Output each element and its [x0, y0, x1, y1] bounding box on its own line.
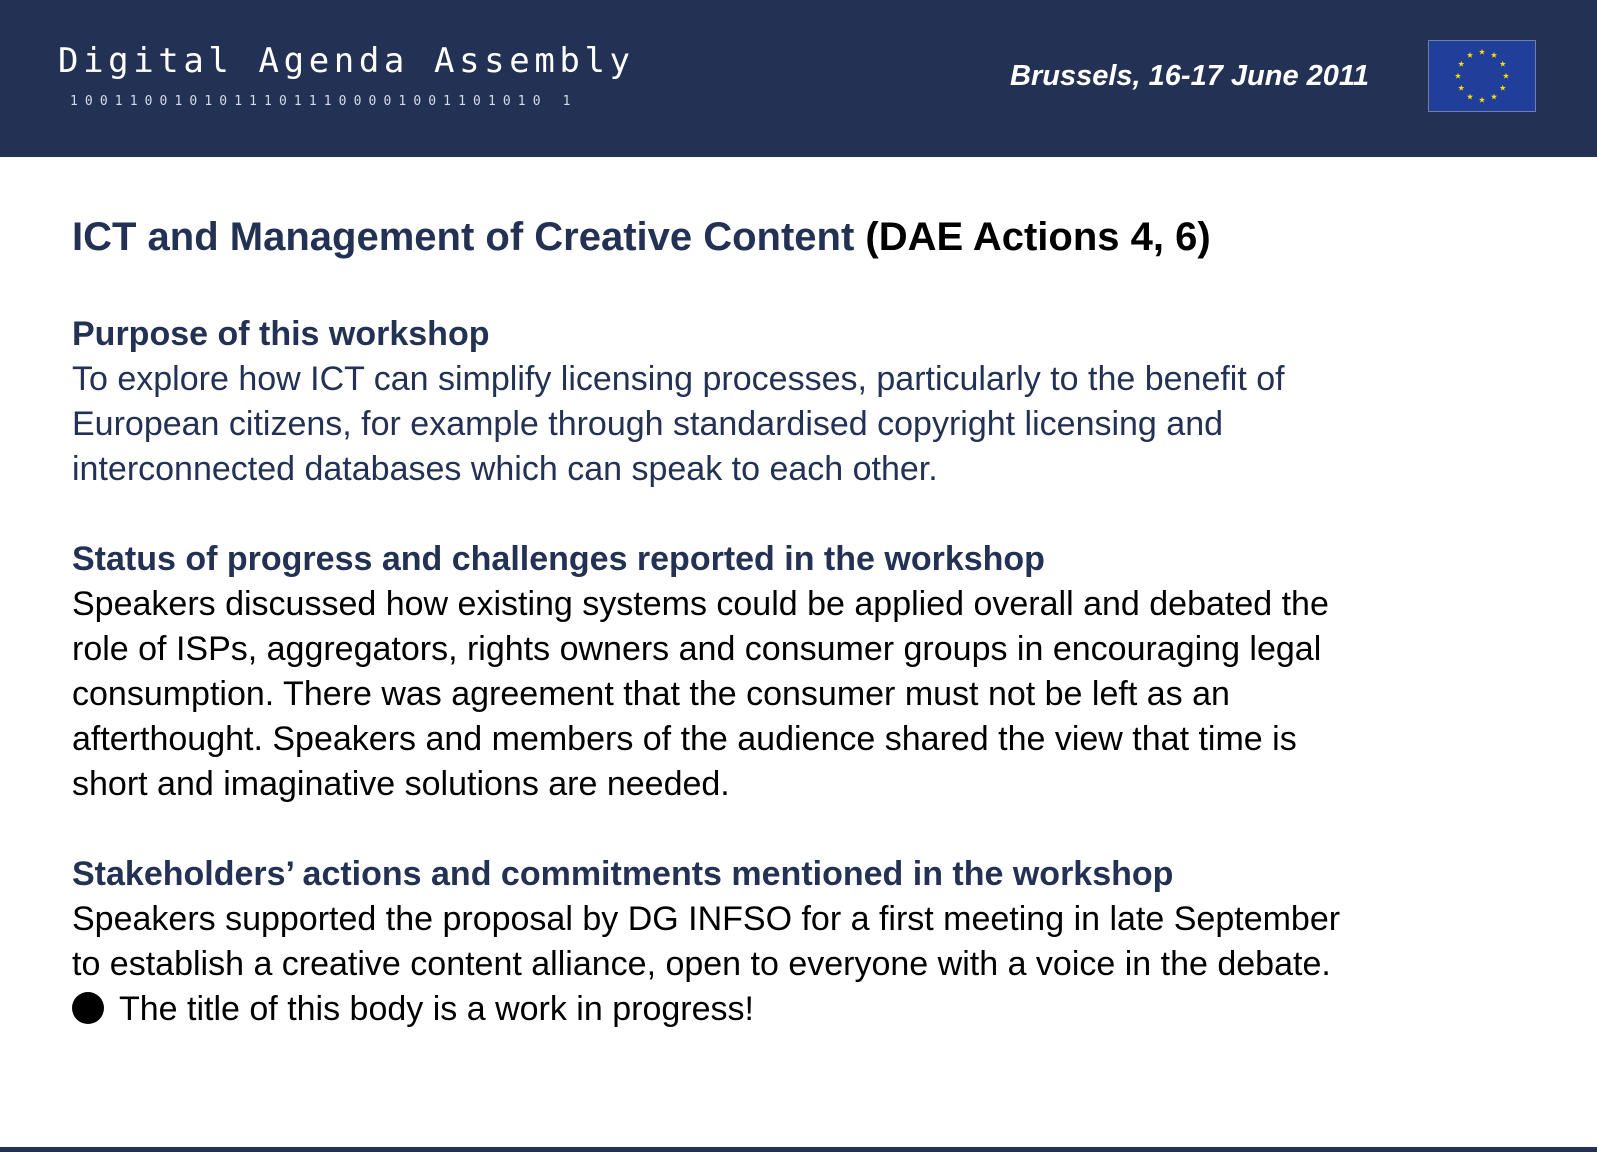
eu-star-icon [1458, 61, 1464, 67]
section-body-line: Speakers supported the proposal by DG INFSO for a first meeting in late September [72, 900, 1341, 938]
section-body-line: European citizens, for example through standardised copyright licensing and [72, 405, 1224, 443]
section-heading: Status of progress and challenges reported in the workshop [72, 540, 1045, 578]
eu-star-icon [1467, 52, 1473, 58]
brand-binary-strip: 10011001010111011100001001101010 1 [70, 94, 578, 109]
eu-flag-icon [1428, 40, 1536, 112]
eu-star-icon [1458, 85, 1464, 91]
eu-star-icon [1503, 73, 1509, 79]
page-title-suffix: (DAE Actions 4, 6) [865, 215, 1211, 259]
section-stakeholders [72, 852, 1532, 1032]
eu-flag-stars [1429, 41, 1535, 111]
header-banner [0, 0, 1597, 157]
section-body-line: Speakers discussed how existing systems could be applied overall and debated the [72, 585, 1329, 623]
event-place-date: Brussels, 16-17 June 2011 [1010, 60, 1369, 92]
eu-star-icon [1491, 52, 1497, 58]
section-body-line: role of ISPs, aggregators, rights owners and consumer groups in encouraging legal [72, 630, 1322, 668]
bullet-text: The title of this body is a work in progress! [119, 990, 754, 1028]
page-title-main: ICT and Management of Creative Content [72, 215, 866, 259]
brand-title: Digital Agenda Assembly [58, 41, 635, 81]
section-status [72, 537, 1532, 807]
page-title [72, 211, 1532, 263]
section-heading: Stakeholders’ actions and commitments mentioned in the workshop [72, 855, 1174, 893]
eu-star-icon [1500, 61, 1506, 67]
section-body-line: afterthought. Speakers and members of the audience shared the view that time is [72, 720, 1297, 758]
section-body-line: to establish a creative content alliance, open to everyone with a voice in the debate. [72, 945, 1331, 983]
bullet-item [72, 987, 1532, 1032]
section-body-line: consumption. There was agreement that the consumer must not be left as an [72, 675, 1230, 713]
section-body-line: short and imaginative solutions are needed. [72, 765, 730, 803]
footer-rule [0, 1147, 1597, 1152]
eu-star-icon [1491, 94, 1497, 100]
section-purpose [72, 312, 1532, 492]
section-body-line: To explore how ICT can simplify licensing processes, particularly to the benefit of [72, 360, 1285, 398]
eu-star-icon [1479, 49, 1485, 55]
eu-star-icon [1467, 94, 1473, 100]
slide-content [72, 211, 1532, 1032]
eu-star-icon [1479, 97, 1485, 103]
bullet-dot-icon [72, 992, 104, 1024]
eu-star-icon [1500, 85, 1506, 91]
section-heading: Purpose of this workshop [72, 315, 490, 353]
section-body-line: interconnected databases which can speak to each other. [72, 450, 938, 488]
eu-star-icon [1455, 73, 1461, 79]
